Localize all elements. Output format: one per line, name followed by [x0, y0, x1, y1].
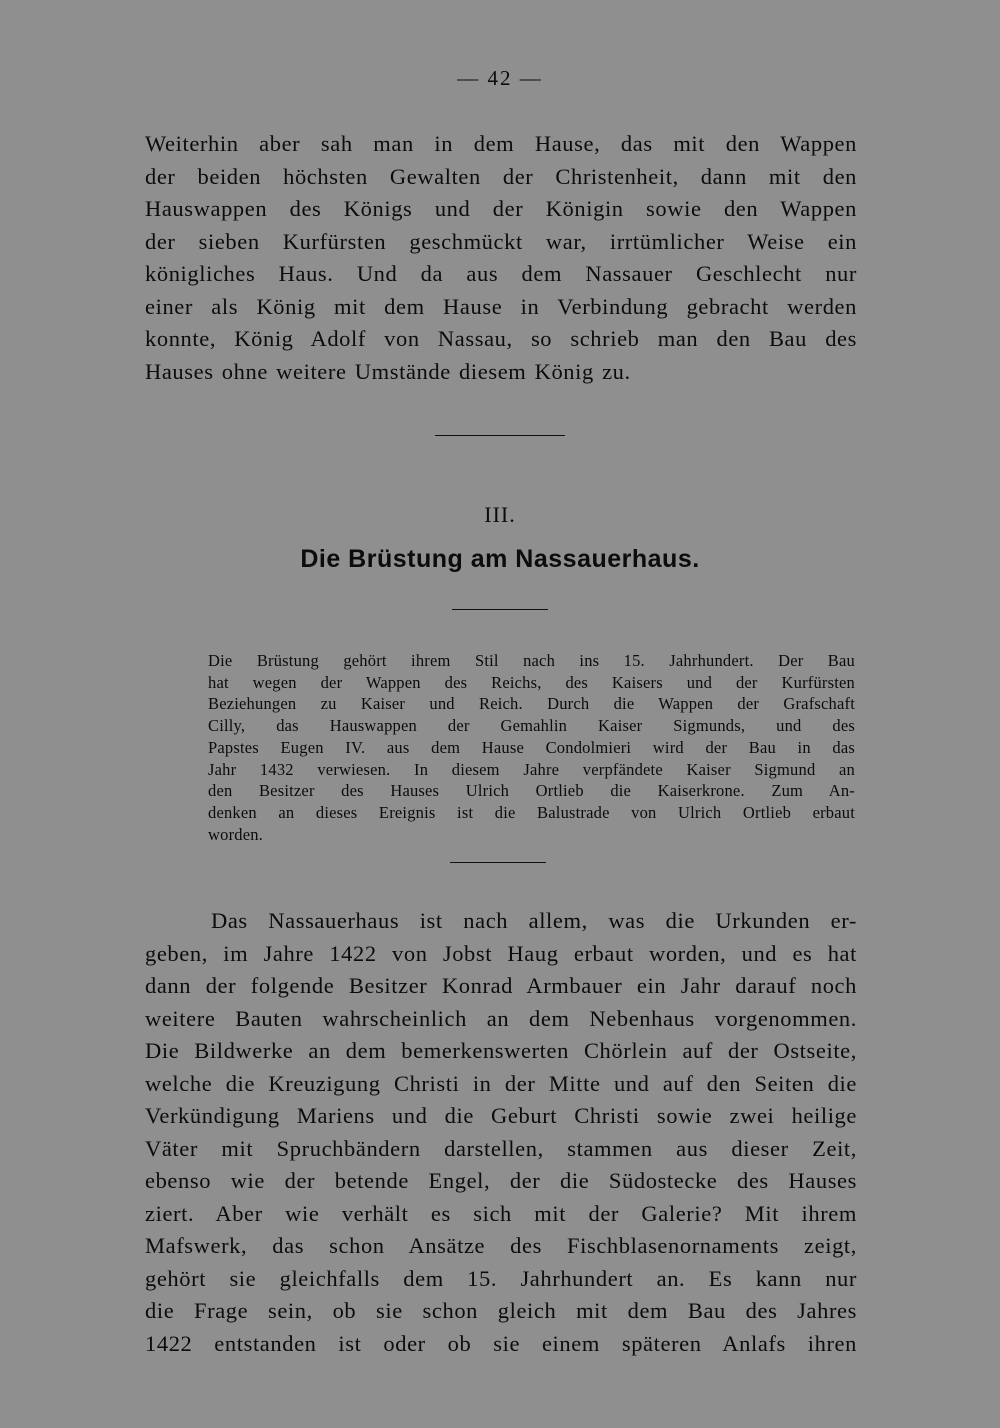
divider-rule [435, 435, 565, 436]
text-line: dann der folgende Besitzer Konrad Armbauer ein Jahr darauf noch [145, 973, 857, 998]
text-line: ebenso wie der betende Engel, der die Südostecke des Hauses [145, 1168, 857, 1193]
text-line: den Besitzer des Hauses Ulrich Ortlieb die Kaiserkrone. Zum An- [208, 781, 855, 801]
text-line: konnte, König Adolf von Nassau, so schrieb man den Bau des [145, 326, 857, 351]
text-line: Die Brüstung gehört ihrem Stil nach ins 15. Jahrhundert. Der Bau [208, 651, 855, 670]
divider-rule [450, 862, 546, 863]
text-line: Das Nassauerhaus ist nach allem, was die Urkunden er- [211, 908, 857, 933]
text-line: denken an dieses Ereignis ist die Balustrade von Ulrich Ortlieb erbaut [208, 802, 855, 822]
text-line: der sieben Kurfürsten geschmückt war, irrtümlicher Weise ein [145, 228, 857, 254]
text-line: einer als König mit dem Hause in Verbindung gebracht werden [145, 293, 857, 319]
text-line: gehört sie gleichfalls dem 15. Jahrhundert an. Es kann nur [145, 1265, 857, 1291]
text-line: ziert. Aber wie verhält es sich mit der Galerie? Mit ihrem [145, 1200, 857, 1226]
text-line: Verkündigung Mariens und die Geburt Christi sowie zwei heilige [145, 1103, 857, 1128]
text-line: Jahr 1432 verwiesen. In diesem Jahre verpfändete Kaiser Sigmund an [208, 759, 855, 779]
section-number: III. [484, 502, 516, 527]
text-line: Hauswappen des Königs und der Königin sowie den Wappen [145, 196, 857, 221]
paragraph-main [145, 905, 857, 1360]
text-line: worden. [208, 824, 264, 844]
text-line: Mafswerk, das schon Ansätze des Fischblasenornaments zeigt, [145, 1233, 857, 1258]
page-number: — 42 — [457, 66, 543, 90]
text-line: Papstes Eugen IV. aus dem Hause Condolmieri wird der Bau in das [208, 737, 855, 757]
text-line: Beziehungen zu Kaiser und Reich. Durch die Wappen der Grafschaft [208, 694, 855, 714]
text-line: hat wegen der Wappen des Reichs, des Kaisers und der Kurfürsten [208, 672, 855, 692]
text-line: Die Bildwerke an dem bemerkenswerten Chörlein auf der Ostseite, [145, 1038, 857, 1063]
text-line: die Frage sein, ob sie schon gleich mit dem Bau des Jahres [145, 1298, 857, 1323]
divider-rule [452, 609, 548, 610]
text-line: Weiterhin aber sah man in dem Hause, das mit den Wappen [145, 131, 857, 156]
text-line: Cilly, das Hauswappen der Gemahlin Kaiser Sigmunds, und des [208, 716, 855, 736]
section-summary [208, 650, 855, 845]
text-line: Hauses ohne weitere Umstände diesem König zu. [145, 358, 631, 384]
text-line: geben, im Jahre 1422 von Jobst Haug erbaut worden, und es hat [145, 940, 857, 966]
section-title: Die Brüstung am Nassauerhaus. [300, 545, 700, 573]
text-line: weitere Bauten wahrscheinlich an dem Nebenhaus vorgenommen. [145, 1005, 857, 1031]
text-line: Väter mit Spruchbändern darstellen, stammen aus dieser Zeit, [145, 1135, 857, 1161]
text-line: königliches Haus. Und da aus dem Nassauer Geschlecht nur [145, 261, 857, 286]
text-line: der beiden höchsten Gewalten der Christenheit, dann mit den [145, 163, 857, 189]
text-line: 1422 entstanden ist oder ob sie einem späteren Anlafs ihren [145, 1330, 857, 1356]
paragraph-intro [145, 128, 857, 388]
text-line: welche die Kreuzigung Christi in der Mitte und auf den Seiten die [145, 1070, 857, 1096]
